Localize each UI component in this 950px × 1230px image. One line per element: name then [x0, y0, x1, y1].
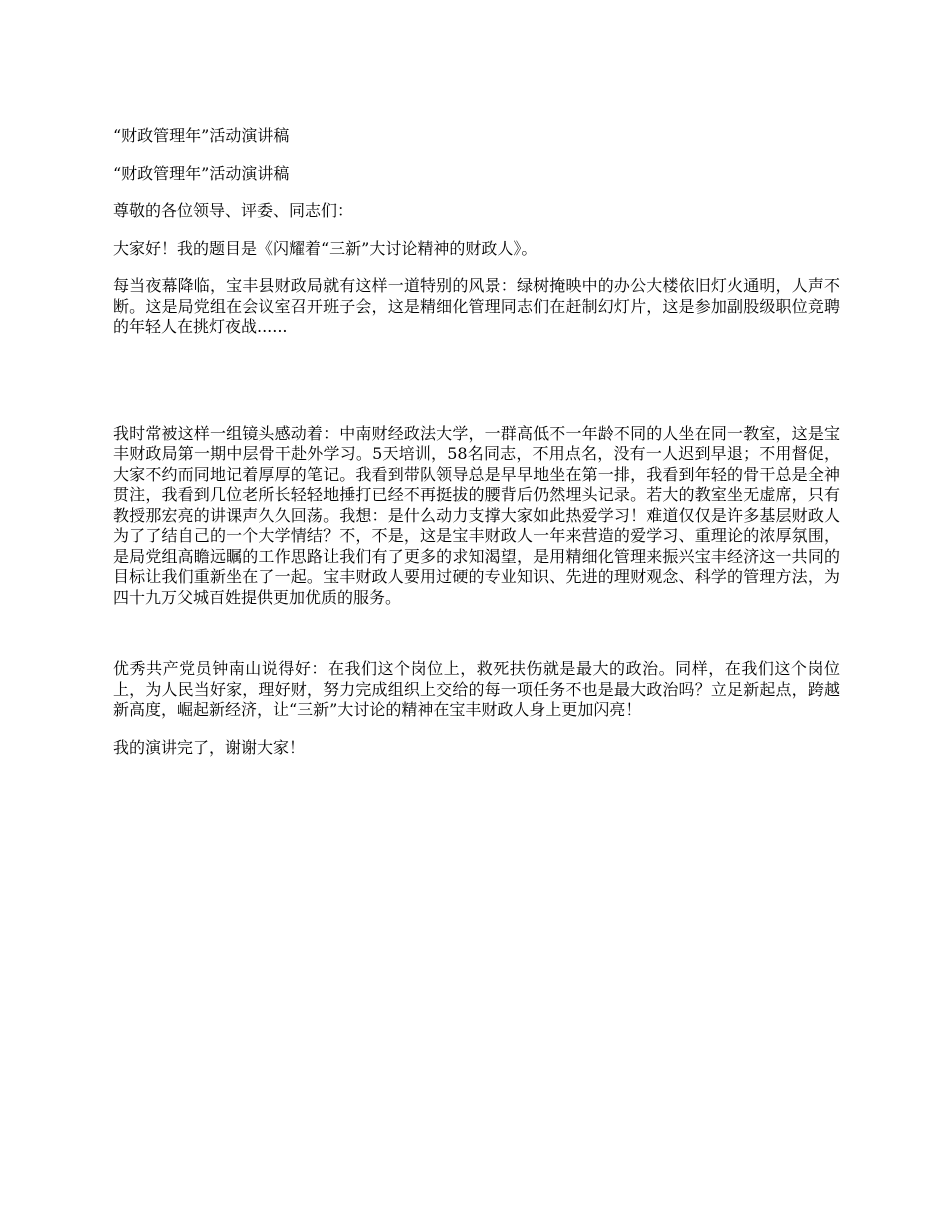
document-body — [113, 126, 840, 758]
document-subtitle: “财政管理年”活动演讲稿 — [113, 163, 290, 183]
body-paragraph-conclusion: 优秀共产党员钟南山说得好：在我们这个岗位上，救死扶伤就是最大的政治。同样，在我们这个岗位上，为人民当好家，理好财，努力完成组织上交给的每一项任务不也是最大政治吗？立足新起点，跨越新高度，崛起新经济，让“三新”大讨论的精神在宝丰财政人身上更加闪亮！ — [113, 659, 840, 719]
body-paragraph-training: 我时常被这样一组镜头感动着：中南财经政法大学，一群高低不一年龄不同的人坐在同一教室，这是宝丰财政局第一期中层骨干赴外学习。5天培训，58名同志，不用点名，没有一人迟到早退；不用督促，大家不约而同地记着厚厚的笔记。我看到带队领导总是早早地坐在第一排，我看到年轻的骨干总是全神贯注，我看到几位老所长轻轻地捶打已经不再挺拔的腰背后仍然埋头记录。若大的教室坐无虚席，只有教授那宏亮的讲课声久久回荡。我想：是什么动力支撑大家如此热爱学习！难道仅仅是许多基层财政人为了了结自己的一个大学情结？不，不是，这是宝丰财政人一年来营造的爱学习、重理论的浓厚氛围，是局党组高瞻远瞩的工作思路让我们有了更多的求知渴望，是用精细化管理来振兴宝丰经济这一共同的目标让我们重新坐在了一起。宝丰财政人要用过硬的专业知识、先进的理财观念、科学的管理方法，为四十九万父城百姓提供更加优质的服务。 — [113, 423, 840, 607]
salutation: 尊敬的各位领导、评委、同志们： — [113, 201, 354, 220]
closing-line: 我的演讲完了，谢谢大家！ — [113, 737, 306, 757]
document-title: “财政管理年”活动演讲稿 — [113, 126, 290, 145]
intro-paragraph: 大家好！我的题目是《闪耀着“三新”大讨论精神的财政人》。 — [113, 238, 538, 258]
body-paragraph-night-scene: 每当夜幕降临，宝丰县财政局就有这样一道特别的风景：绿树掩映中的办公大楼依旧灯火通明，人声不断。这是局党组在会议室召开班子会，这是精细化管理同志们在赶制幻灯片，这是参加副股级职位竞聘的年轻人在挑灯夜战...... — [113, 276, 840, 336]
